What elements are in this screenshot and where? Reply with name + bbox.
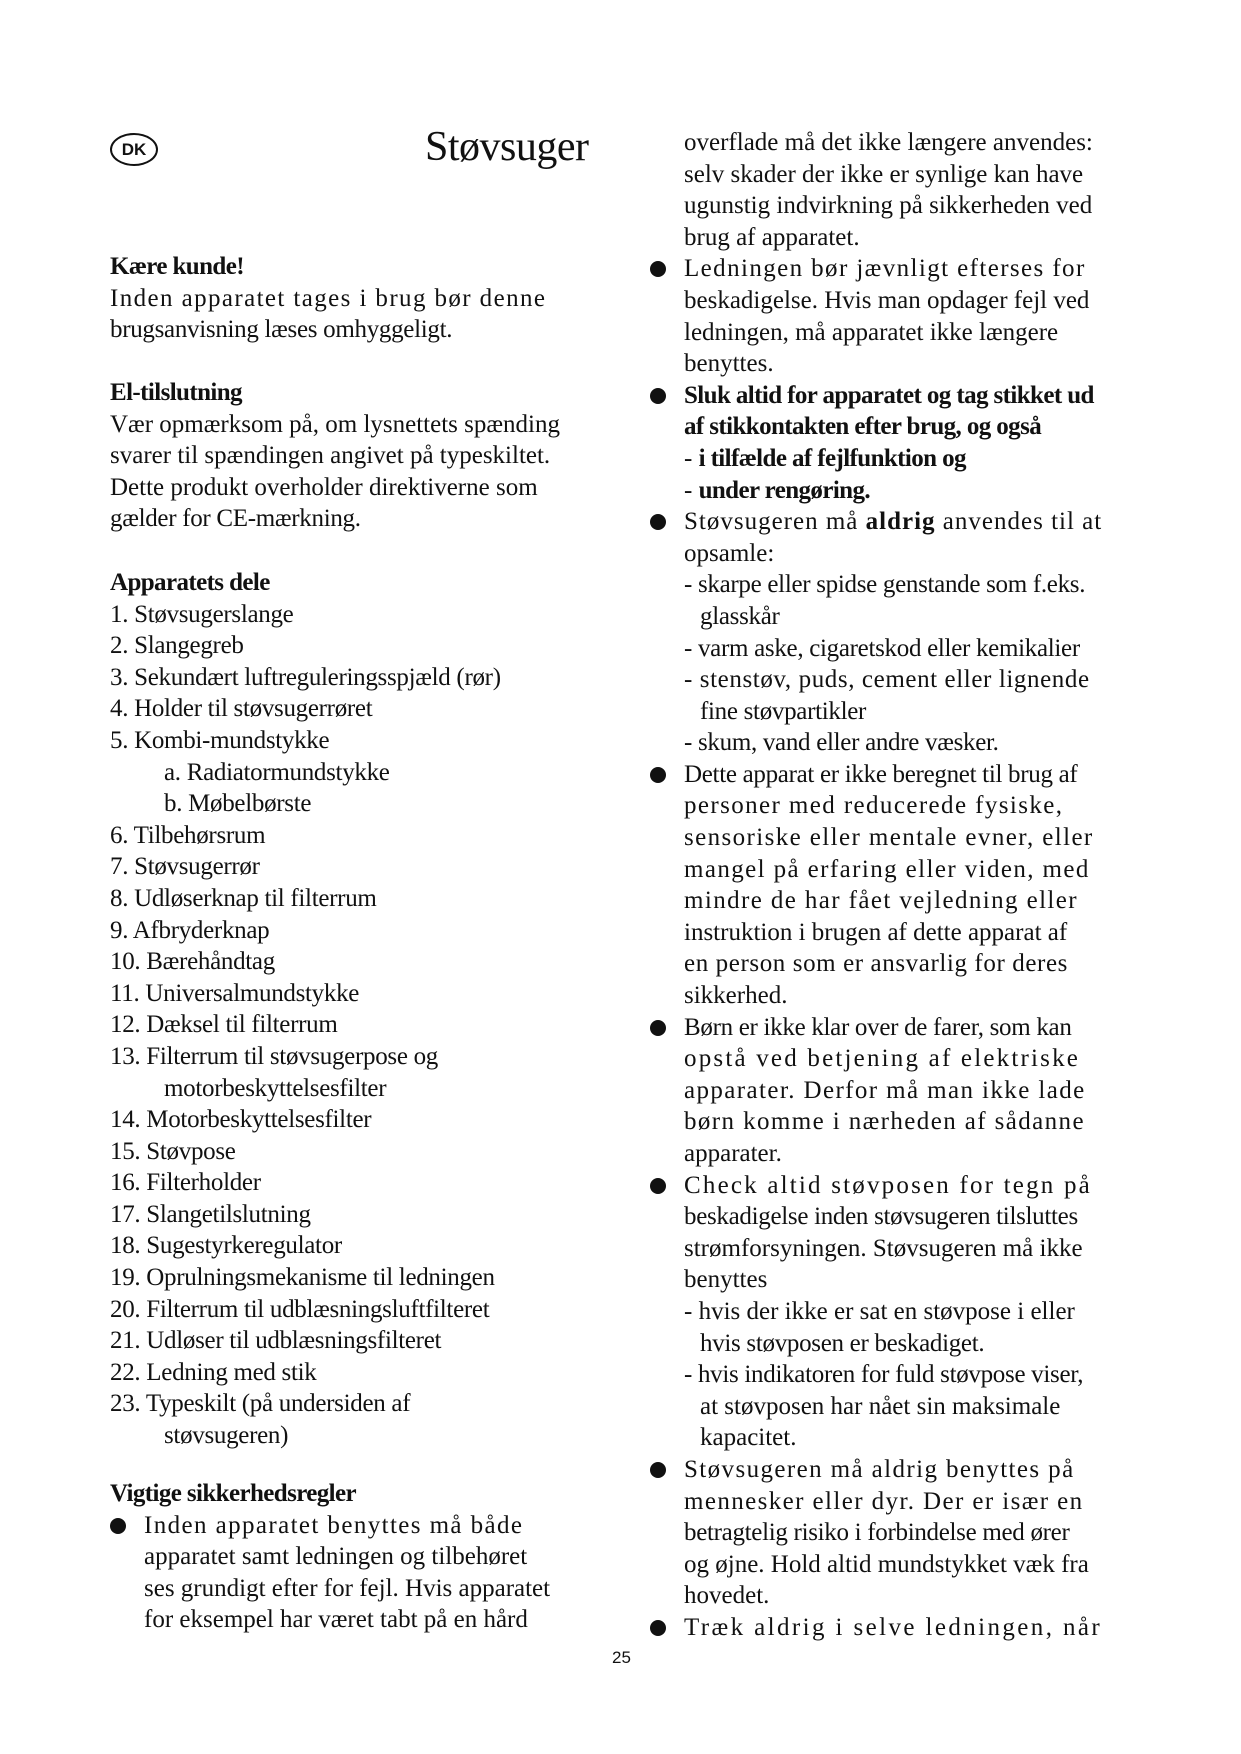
bullet-line: Inden apparatet benyttes må både <box>144 1511 524 1539</box>
greeting-line: Inden apparatet tages i brug bør denne <box>110 284 547 312</box>
safety-bullet <box>650 1170 1150 1202</box>
greeting-line: brugsanvisning læses omhyggeligt. <box>110 316 453 344</box>
bullet-line: opsamle: <box>684 539 775 567</box>
bullet-dash-line: - skum, vand eller andre væsker. <box>684 729 999 757</box>
bullet-line: af stikkontakten efter brug, og også <box>684 413 1042 441</box>
bullet-line: en person som er ansvarlig for deres <box>684 950 1068 978</box>
emphasis-text: aldrig <box>865 508 936 536</box>
bullet-line: mangel på erfaring eller viden, med <box>684 855 1090 883</box>
bullet-line: Check altid støvposen for tegn på <box>684 1171 1092 1199</box>
safety-heading: Vigtige sikkerhedsregler <box>110 1480 356 1507</box>
greeting-section <box>110 251 605 346</box>
text-line: selv skader der ikke er synlige kan have <box>684 160 1084 188</box>
electric-line: Dette produkt overholder direktiverne som <box>110 473 538 501</box>
parts-item-continuation: motorbeskyttelsesfilter <box>164 1074 387 1102</box>
dash-text: under rengøring. <box>698 476 871 504</box>
dash-text: hvis indikatoren for fuld støvpose viser, <box>697 1361 1084 1389</box>
safety-section <box>110 1478 605 1636</box>
bullet-line: beskadigelse inden støvsugeren tilsluttes <box>684 1203 1078 1231</box>
bullet-dot-icon <box>650 514 666 530</box>
parts-item: 17. Slangetilslutning <box>110 1200 311 1228</box>
safety-bullet <box>650 1012 1150 1044</box>
bullet-line: benyttes <box>684 1266 768 1294</box>
text-run: anvendes til at <box>935 508 1103 536</box>
bullet-dot-icon <box>650 767 666 783</box>
text-line: brug af apparatet. <box>684 223 860 251</box>
safety-bullet <box>110 1510 605 1542</box>
text-line: ugunstig indvirkning på sikkerheden ved <box>684 192 1093 220</box>
bullet-line: sikkerhed. <box>684 982 788 1010</box>
parts-item: 9. Afbryderknap <box>110 916 270 944</box>
bullet-line: apparatet samt ledningen og tilbehøret <box>144 1543 528 1571</box>
text-run: Støvsugeren må <box>684 508 866 536</box>
bullet-line: ses grundigt efter for fejl. Hvis apparatet <box>144 1574 551 1602</box>
greeting-heading: Kære kunde! <box>110 253 244 280</box>
page-title: Støvsuger <box>425 124 589 170</box>
bullet-line: sensoriske eller mentale evner, eller <box>684 824 1094 852</box>
bullet-line: instruktion i brugen af dette apparat af <box>684 918 1068 946</box>
bullet-dot-icon <box>110 1518 126 1534</box>
parts-heading: Apparatets dele <box>110 569 270 596</box>
safety-bullet <box>650 506 1150 538</box>
bullet-dash-line: - hvis der ikke er sat en støvpose i eller <box>684 1297 1075 1325</box>
parts-item: 12. Dæksel til filterrum <box>110 1011 338 1039</box>
safety-bullet <box>650 1454 1150 1486</box>
parts-subitem: b. Møbelbørste <box>164 790 312 818</box>
bullet-line: Dette apparat er ikke beregnet til brug af <box>684 760 1078 788</box>
bullet-line: personer med reducerede fysiske, <box>684 792 1064 820</box>
electric-section <box>110 377 605 535</box>
parts-item: 2. Slangegreb <box>110 632 244 660</box>
country-code-badge: DK <box>110 133 158 166</box>
electric-line: Vær opmærksom på, om lysnettets spænding <box>110 410 560 438</box>
bullet-dash-line: - stenstøv, puds, cement eller lignende <box>684 666 1090 694</box>
dash-text: stenstøv, puds, cement eller lignende <box>699 666 1090 694</box>
parts-item: 16. Filterholder <box>110 1169 261 1197</box>
electric-line: svarer til spændingen angivet på typeskiltet. <box>110 442 551 470</box>
bullet-line: for eksempel har været tabt på en hård <box>144 1606 528 1634</box>
bullet-dash-line: - hvis indikatoren for fuld støvpose viser, <box>684 1361 1084 1389</box>
parts-item-continuation: støvsugeren) <box>164 1422 289 1450</box>
bullet-line: ledningen, må apparatet ikke længere <box>684 318 1059 346</box>
parts-item: 18. Sugestyrkeregulator <box>110 1232 342 1260</box>
bullet-dash-line: - varm aske, cigaretskod eller kemikalier <box>684 634 1080 662</box>
bullet-line: hovedet. <box>684 1582 770 1610</box>
safety-bullet <box>650 253 1150 285</box>
bullet-line: Træk aldrig i selve ledningen, når <box>684 1613 1103 1641</box>
text-line: overflade må det ikke længere anvendes: <box>684 129 1093 156</box>
parts-item: 6. Tilbehørsrum <box>110 821 266 849</box>
bullet-dash-line: - skarpe eller spidse genstande som f.eks. <box>684 571 1086 599</box>
bullet-dash-continuation: at støvposen har nået sin maksimale <box>700 1392 1061 1420</box>
bullet-line: mindre de har fået vejledning eller <box>684 887 1078 915</box>
parts-item: 5. Kombi-mundstykke <box>110 726 330 754</box>
bullet-line: Sluk altid for apparatet og tag stikket ud <box>684 381 1094 409</box>
parts-item: 13. Filterrum til støvsugerpose og <box>110 1042 438 1070</box>
safety-bullet <box>650 1612 1150 1644</box>
parts-item: 21. Udløser til udblæsningsfilteret <box>110 1327 442 1355</box>
parts-section <box>110 567 605 1452</box>
parts-item: 11. Universalmundstykke <box>110 979 360 1007</box>
parts-item: 10. Bærehåndtag <box>110 948 275 976</box>
bullet-line: apparater. Derfor må man ikke lade <box>684 1076 1086 1104</box>
bullet-dot-icon <box>650 1620 666 1636</box>
parts-item: 20. Filterrum til udblæsningsluftfilteret <box>110 1295 490 1323</box>
bullet-dot-icon <box>650 1020 666 1036</box>
bullet-line: beskadigelse. Hvis man opdager fejl ved <box>684 286 1090 314</box>
bullet-line: og øjne. Hold altid mundstykket væk fra <box>684 1550 1089 1578</box>
bullet-line: betragtelig risiko i forbindelse med ører <box>684 1519 1070 1547</box>
bullet-line <box>684 506 1150 538</box>
continuation-text <box>650 127 1150 1644</box>
bullet-line: Ledningen bør jævnligt efterses for <box>684 255 1086 283</box>
safety-bullet <box>650 759 1150 791</box>
bullet-dash-line: - i tilfælde af fejlfunktion og <box>684 444 966 472</box>
bullet-line: Børn er ikke klar over de farer, som kan <box>684 1013 1072 1041</box>
bullet-line: apparater. <box>684 1140 782 1167</box>
bullet-dot-icon <box>650 388 666 404</box>
electric-heading: El-tilslutning <box>110 379 242 406</box>
bullet-dash-continuation: fine støvpartikler <box>700 697 867 725</box>
electric-line: gælder for CE-mærkning. <box>110 505 361 533</box>
dash-text: skarpe eller spidse genstande som f.eks. <box>697 571 1086 599</box>
parts-item: 14. Motorbeskyttelsesfilter <box>110 1106 372 1134</box>
dash-text: varm aske, cigaretskod eller kemikalier <box>697 634 1080 662</box>
parts-item: 1. Støvsugerslange <box>110 600 294 628</box>
bullet-line: opstå ved betjening af elektriske <box>684 1045 1081 1073</box>
bullet-line: benyttes. <box>684 350 774 378</box>
parts-subitem: a. Radiatormundstykke <box>164 758 390 786</box>
bullet-line: børn komme i nærheden af sådanne <box>684 1108 1085 1136</box>
parts-item: 8. Udløserknap til filterrum <box>110 884 377 912</box>
parts-item: 22. Ledning med stik <box>110 1358 317 1386</box>
parts-item: 7. Støvsugerrør <box>110 853 260 881</box>
parts-item: 19. Oprulningsmekanisme til ledningen <box>110 1264 495 1292</box>
dash-text: i tilfælde af fejlfunktion og <box>698 444 966 472</box>
parts-item: 3. Sekundært luftreguleringsspjæld (rør) <box>110 663 501 691</box>
parts-item: 23. Typeskilt (på undersiden af <box>110 1390 411 1418</box>
bullet-dash-continuation: kapacitet. <box>700 1424 797 1452</box>
parts-item: 15. Støvpose <box>110 1137 236 1165</box>
bullet-dash-continuation: glasskår <box>700 602 780 630</box>
page-number: 25 <box>612 1648 631 1667</box>
bullet-dash-continuation: hvis støvposen er beskadiget. <box>700 1329 985 1357</box>
bullet-line: strømforsyningen. Støvsugeren må ikke <box>684 1234 1083 1262</box>
bullet-dash-line: - under rengøring. <box>684 476 871 504</box>
dash-text: skum, vand eller andre væsker. <box>697 729 999 757</box>
bullet-dot-icon <box>650 1462 666 1478</box>
bullet-dot-icon <box>650 1178 666 1194</box>
bullet-dot-icon <box>650 261 666 277</box>
parts-item: 4. Holder til støvsugerrøret <box>110 695 373 723</box>
bullet-line: mennesker eller dyr. Der er især en <box>684 1487 1084 1515</box>
bullet-line: Støvsugeren må aldrig benyttes på <box>684 1455 1075 1483</box>
dash-text: hvis der ikke er sat en støvpose i eller <box>698 1297 1075 1325</box>
safety-bullet <box>650 380 1150 412</box>
